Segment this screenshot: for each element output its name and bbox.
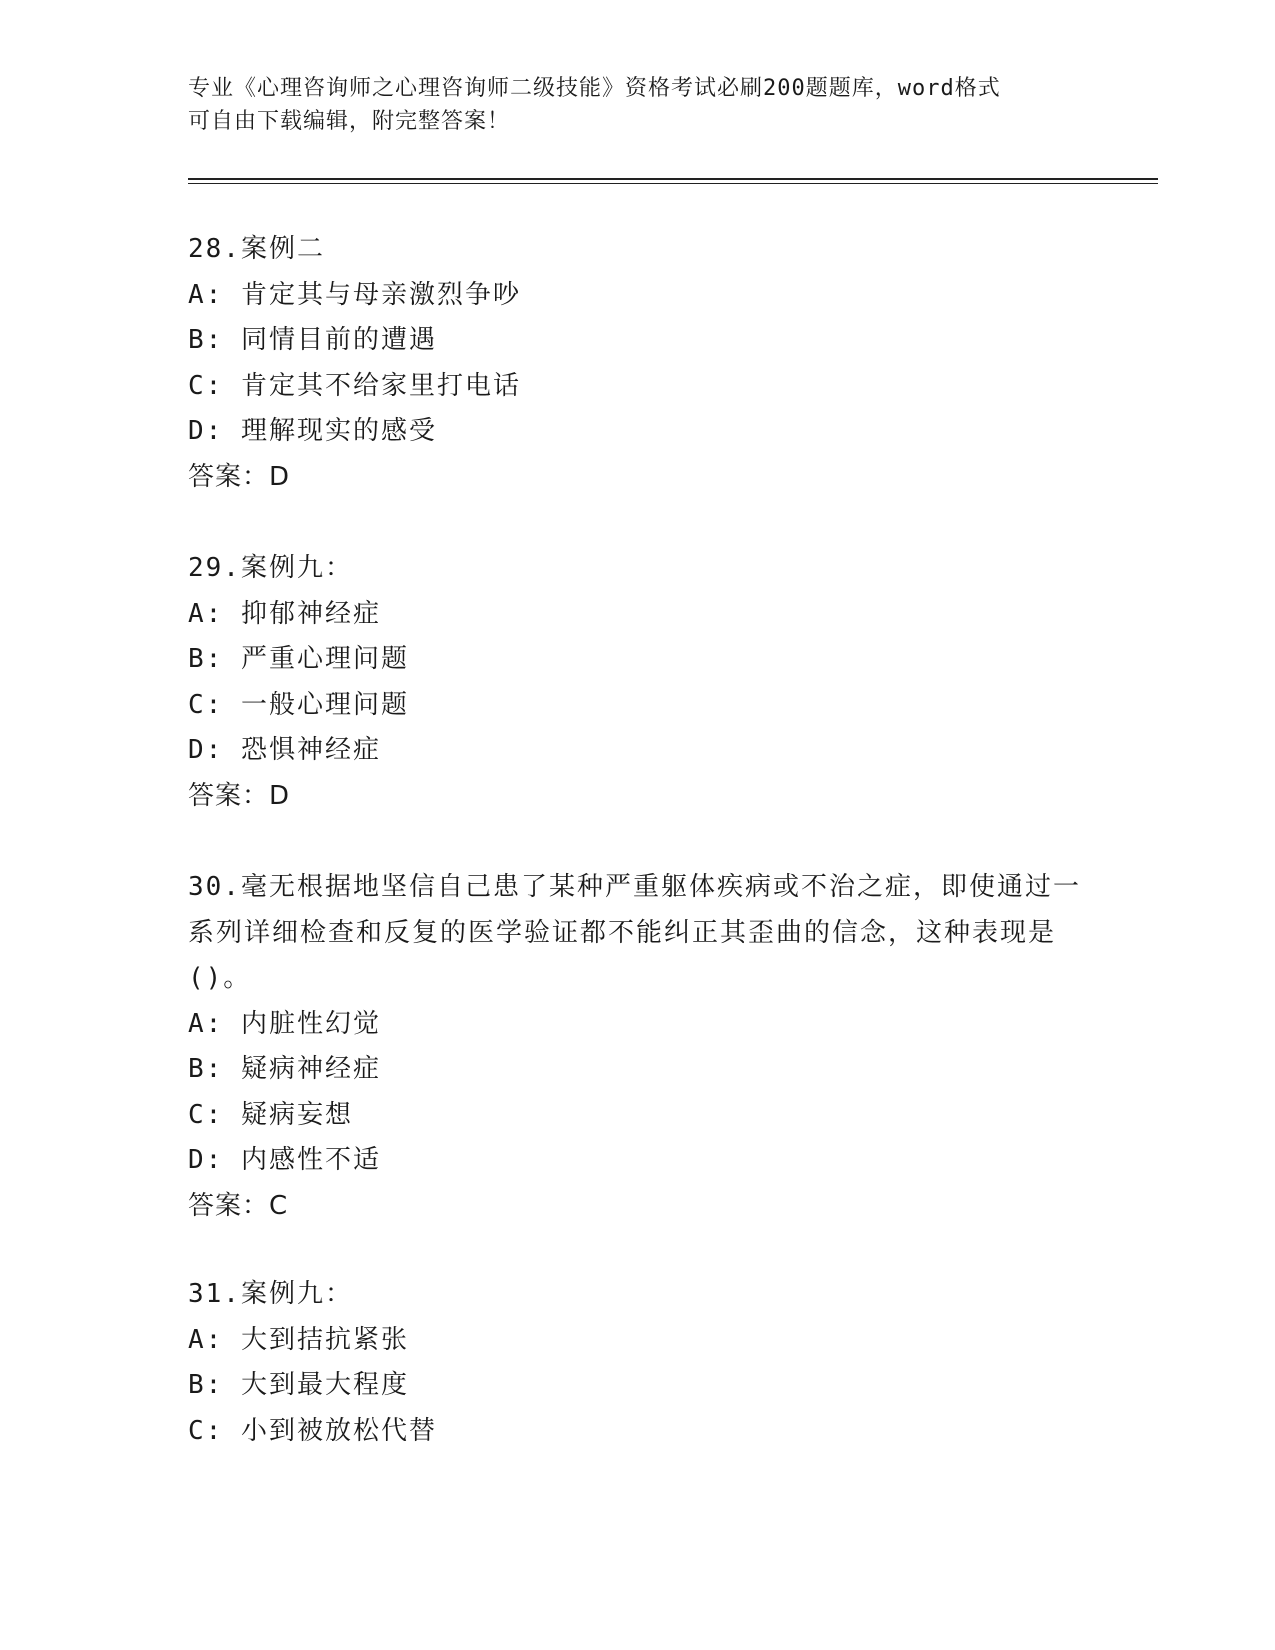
option-text: 大到拮抗紧张 — [240, 1324, 409, 1355]
option-text: 理解现实的感受 — [240, 416, 437, 446]
option-text: 小到被放松代替 — [240, 1415, 437, 1446]
option-a — [188, 1318, 1108, 1364]
question-stem: 29.案例九： — [188, 553, 353, 583]
option-d — [188, 728, 1108, 774]
option-label: A: — [188, 279, 224, 310]
option-label: C: — [188, 370, 224, 401]
option-label: B: — [188, 1370, 224, 1400]
answer: 答案：D — [188, 461, 291, 492]
option-label: B: — [188, 325, 224, 355]
question-28 — [188, 227, 1108, 500]
option-label: D: — [188, 735, 224, 765]
option-text: 抑郁神经症 — [240, 598, 381, 629]
option-text: 内脏性幻觉 — [240, 1008, 381, 1039]
header-line-1: 专业《心理咨询师之心理咨询师二级技能》资格考试必刷200题题库，word格式 — [188, 76, 1001, 101]
option-label: D: — [188, 416, 224, 446]
option-text: 内感性不适 — [240, 1145, 381, 1175]
option-text: 严重心理问题 — [240, 644, 409, 674]
option-text: 疑病妄想 — [240, 1099, 353, 1130]
option-a — [188, 1002, 1108, 1048]
option-text: 恐惧神经症 — [240, 735, 381, 765]
option-label: A: — [188, 1324, 224, 1355]
option-a — [188, 592, 1108, 638]
answer: 答案：D — [188, 780, 291, 811]
option-b — [188, 637, 1108, 683]
question-30 — [188, 865, 1108, 1229]
option-c — [188, 1409, 1108, 1455]
question-stem: 30.毫无根据地坚信自己患了某种严重躯体疾病或不治之症，即使通过一系列详细检查和反复的医学验证都不能纠正其歪曲的信念，这种表现是()。 — [188, 872, 1081, 993]
option-text: 同情目前的遭遇 — [240, 325, 437, 355]
option-label: B: — [188, 1054, 224, 1084]
option-text: 大到最大程度 — [240, 1370, 409, 1400]
option-label: C: — [188, 1415, 224, 1446]
option-d — [188, 409, 1108, 455]
header-divider — [188, 178, 1158, 184]
option-text: 肯定其与母亲激烈争吵 — [240, 279, 521, 310]
option-c — [188, 364, 1108, 410]
option-label: D: — [188, 1145, 224, 1175]
option-b — [188, 318, 1108, 364]
question-29 — [188, 546, 1108, 819]
option-label: A: — [188, 598, 224, 629]
document-header — [188, 72, 1088, 138]
answer: 答案：C — [188, 1190, 289, 1221]
option-label: A: — [188, 1008, 224, 1039]
option-d — [188, 1138, 1108, 1184]
question-31 — [188, 1272, 1108, 1454]
question-stem: 31.案例九： — [188, 1279, 353, 1309]
option-text: 一般心理问题 — [240, 689, 409, 720]
option-text: 疑病神经症 — [240, 1054, 381, 1084]
option-text: 肯定其不给家里打电话 — [240, 370, 521, 401]
option-label: B: — [188, 644, 224, 674]
option-label: C: — [188, 1099, 224, 1130]
option-c — [188, 683, 1108, 729]
option-label: C: — [188, 689, 224, 720]
option-a — [188, 273, 1108, 319]
option-b — [188, 1363, 1108, 1409]
option-b — [188, 1047, 1108, 1093]
header-line-2: 可自由下载编辑，附完整答案！ — [188, 109, 511, 134]
option-c — [188, 1093, 1108, 1139]
question-stem: 28.案例二 — [188, 234, 325, 264]
